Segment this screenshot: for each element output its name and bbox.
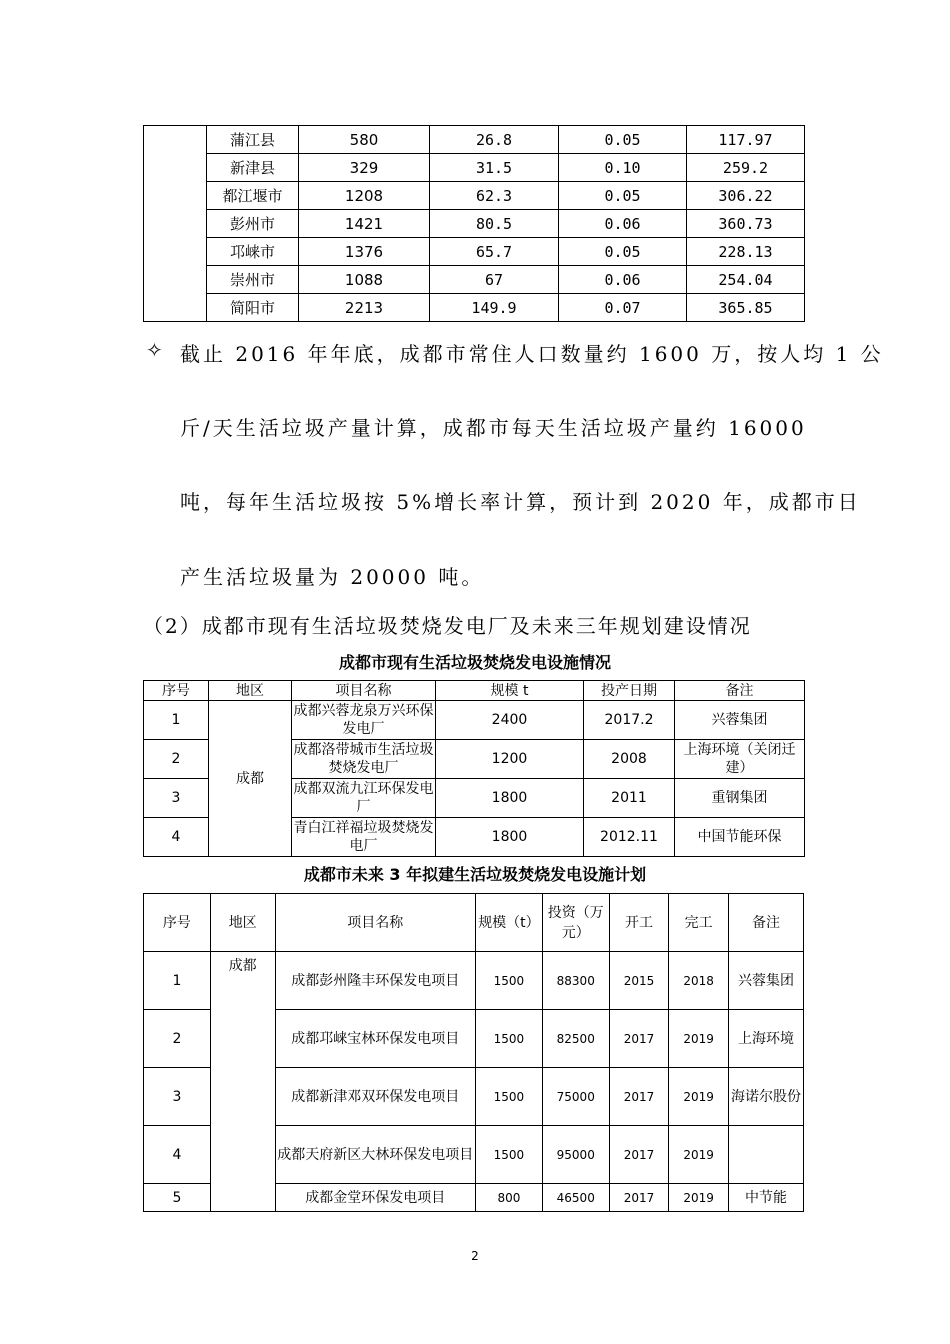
value-d: 117.97: [687, 126, 805, 154]
value-a: 2213: [299, 294, 430, 322]
blank-region-cell: [144, 126, 207, 322]
header-cell: 备注: [728, 894, 803, 952]
value-c: 0.10: [559, 154, 687, 182]
header-cell: 完工: [669, 894, 729, 952]
paragraph-line-4: 产生活垃圾量为 20000 吨。: [180, 565, 485, 589]
value-c: 0.06: [559, 266, 687, 294]
county-name: 都江堰市: [207, 182, 299, 210]
value-b: 62.3: [430, 182, 559, 210]
project-name: 成都双流九江环保发电厂: [292, 779, 436, 818]
value-d: 306.22: [687, 182, 805, 210]
value-a: 329: [299, 154, 430, 182]
row-number: 5: [144, 1184, 211, 1212]
end-year: 2019: [669, 1068, 729, 1126]
value-d: 365.85: [687, 294, 805, 322]
note: [728, 1126, 803, 1184]
county-table-body: [144, 126, 805, 322]
value-d: 254.04: [687, 266, 805, 294]
row-number: 3: [144, 779, 209, 818]
header-cell: 序号: [144, 681, 209, 701]
value-a: 1376: [299, 238, 430, 266]
value-c: 0.05: [559, 182, 687, 210]
table-row: [144, 952, 804, 1010]
note: 中国节能环保: [675, 818, 805, 857]
start-year: 2017: [609, 1010, 669, 1068]
scale: 2400: [436, 701, 584, 740]
row-number: 4: [144, 1126, 211, 1184]
value-c: 0.06: [559, 210, 687, 238]
row-number: 1: [144, 952, 211, 1010]
table-header-row: [144, 894, 804, 952]
region-cell: 成都: [210, 952, 275, 1212]
project-name: 成都邛崃宝林环保发电项目: [275, 1010, 475, 1068]
end-year: 2019: [669, 1126, 729, 1184]
value-d: 360.73: [687, 210, 805, 238]
header-cell: 项目名称: [275, 894, 475, 952]
end-year: 2019: [669, 1010, 729, 1068]
start-date: 2017.2: [584, 701, 675, 740]
table-row: [144, 126, 805, 154]
value-c: 0.05: [559, 126, 687, 154]
note: 海诺尔股份: [728, 1068, 803, 1126]
note: 兴蓉集团: [675, 701, 805, 740]
project-name: 成都新津邓双环保发电项目: [275, 1068, 475, 1126]
row-number: 4: [144, 818, 209, 857]
start-year: 2017: [609, 1068, 669, 1126]
value-a: 1208: [299, 182, 430, 210]
row-number: 2: [144, 1010, 211, 1068]
end-year: 2018: [669, 952, 729, 1010]
table-row: [144, 154, 805, 182]
value-d: 228.13: [687, 238, 805, 266]
end-year: 2019: [669, 1184, 729, 1212]
existing-table-caption: 成都市现有生活垃圾焚烧发电设施情况: [338, 653, 611, 672]
project-name: 成都洛带城市生活垃圾焚烧发电厂: [292, 740, 436, 779]
county-name: 彭州市: [207, 210, 299, 238]
value-c: 0.07: [559, 294, 687, 322]
row-number: 1: [144, 701, 209, 740]
scale: 1800: [436, 779, 584, 818]
start-date: 2011: [584, 779, 675, 818]
header-cell: 开工: [609, 894, 669, 952]
note: 上海环境（关闭迁建）: [675, 740, 805, 779]
header-cell: 规模 t: [436, 681, 584, 701]
start-date: 2012.11: [584, 818, 675, 857]
value-b: 80.5: [430, 210, 559, 238]
header-cell: 投资（万元）: [542, 894, 609, 952]
table-row: [144, 238, 805, 266]
county-name: 新津县: [207, 154, 299, 182]
scale: 1500: [476, 1126, 543, 1184]
value-c: 0.05: [559, 238, 687, 266]
table-row: [144, 294, 805, 322]
value-b: 149.9: [430, 294, 559, 322]
value-a: 580: [299, 126, 430, 154]
county-name: 简阳市: [207, 294, 299, 322]
planned-facilities-table: [143, 893, 804, 1212]
note: 中节能: [728, 1184, 803, 1212]
bullet-icon: ✧: [146, 338, 166, 362]
value-a: 1088: [299, 266, 430, 294]
value-b: 65.7: [430, 238, 559, 266]
value-a: 1421: [299, 210, 430, 238]
investment: 82500: [542, 1010, 609, 1068]
page-number: 2: [471, 1249, 479, 1263]
header-cell: 序号: [144, 894, 211, 952]
county-name: 崇州市: [207, 266, 299, 294]
header-cell: 项目名称: [292, 681, 436, 701]
investment: 75000: [542, 1068, 609, 1126]
project-name: 成都兴蓉龙泉万兴环保发电厂: [292, 701, 436, 740]
county-name: 邛崃市: [207, 238, 299, 266]
scale: 1200: [436, 740, 584, 779]
region-cell: 成都: [209, 701, 292, 857]
header-cell: 规模（t）: [476, 894, 543, 952]
project-name: 青白江祥福垃圾焚烧发电厂: [292, 818, 436, 857]
paragraph-line-3: 吨，每年生活垃圾按 5%增长率计算，预计到 2020 年，成都市日: [180, 490, 861, 514]
note: 上海环境: [728, 1010, 803, 1068]
project-name: 成都天府新区大林环保发电项目: [275, 1126, 475, 1184]
start-date: 2008: [584, 740, 675, 779]
value-d: 259.2: [687, 154, 805, 182]
investment: 88300: [542, 952, 609, 1010]
paragraph-line-2: 斤/天生活垃圾产量计算，成都市每天生活垃圾产量约 16000: [180, 416, 807, 440]
row-number: 2: [144, 740, 209, 779]
planned-table-caption: 成都市未来 3 年拟建生活垃圾焚烧发电设施计划: [303, 865, 647, 884]
scale: 1500: [476, 1068, 543, 1126]
value-b: 67: [430, 266, 559, 294]
note: 兴蓉集团: [728, 952, 803, 1010]
scale: 800: [476, 1184, 543, 1212]
header-cell: 地区: [210, 894, 275, 952]
start-year: 2015: [609, 952, 669, 1010]
table-header-row: [144, 681, 805, 701]
project-name: 成都彭州隆丰环保发电项目: [275, 952, 475, 1010]
paragraph-line-1: 截止 2016 年年底，成都市常住人口数量约 1600 万，按人均 1 公: [180, 342, 884, 366]
table-row: [144, 210, 805, 238]
value-b: 26.8: [430, 126, 559, 154]
table-row: [144, 182, 805, 210]
project-name: 成都金堂环保发电项目: [275, 1184, 475, 1212]
county-name: 蒲江县: [207, 126, 299, 154]
header-cell: 备注: [675, 681, 805, 701]
row-number: 3: [144, 1068, 211, 1126]
start-year: 2017: [609, 1126, 669, 1184]
county-table: [143, 125, 805, 322]
investment: 46500: [542, 1184, 609, 1212]
table-row: [144, 701, 805, 740]
header-cell: 地区: [209, 681, 292, 701]
value-b: 31.5: [430, 154, 559, 182]
existing-facilities-table: [143, 680, 805, 857]
scale: 1500: [476, 1010, 543, 1068]
section-heading: （2）成都市现有生活垃圾焚烧发电厂及未来三年规划建设情况: [143, 614, 752, 638]
start-year: 2017: [609, 1184, 669, 1212]
investment: 95000: [542, 1126, 609, 1184]
scale: 1800: [436, 818, 584, 857]
table-row: [144, 266, 805, 294]
header-cell: 投产日期: [584, 681, 675, 701]
note: 重钢集团: [675, 779, 805, 818]
scale: 1500: [476, 952, 543, 1010]
